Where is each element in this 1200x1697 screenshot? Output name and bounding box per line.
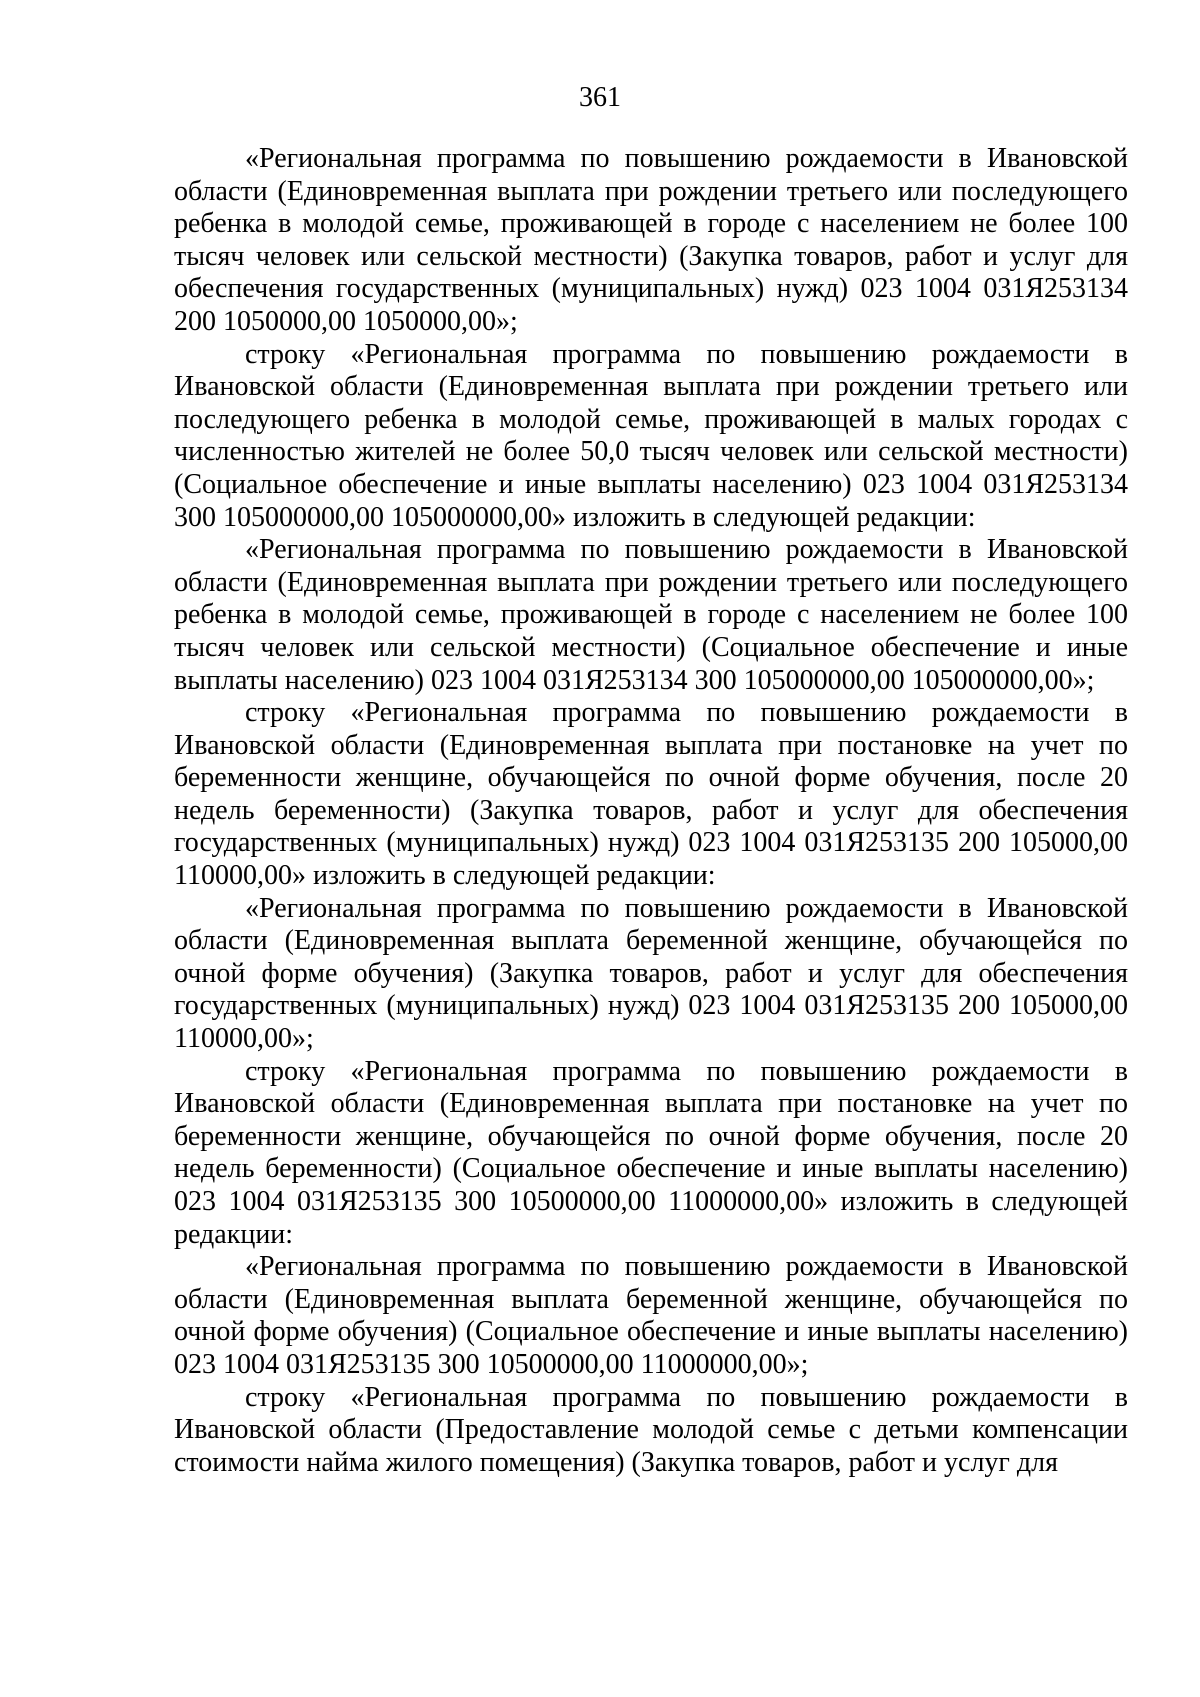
paragraph-8: строку «Региональная программа по повышению рождаемости в Ивановской области (Предоставление молодой семье с детьми компенсации стоимости найма жилого помещения) (Закупка товаров, работ и услуг для bbox=[174, 1381, 1128, 1478]
paragraph-1: «Региональная программа по повышению рождаемости в Ивановской области (Единовременная выплата при рождении третьего или последующего ребенка в молодой семье, проживающей в городе с населением не более 100 тысяч человек или сельской местности) (Закупка товаров, работ и услуг для обеспечения государственных (муниципальных) нужд) 023 1004 031Я253134 200 1050000,00 1050000,00»; bbox=[174, 143, 1128, 337]
paragraph-5: «Региональная программа по повышению рождаемости в Ивановской области (Единовременная выплата беременной женщине, обучающейся по очной форме обучения) (Закупка товаров, работ и услуг для обеспечения государственных (муниципальных) нужд) 023 1004 031Я253135 200 105000,00 110000,00»; bbox=[174, 892, 1128, 1055]
paragraph-7: «Региональная программа по повышению рождаемости в Ивановской области (Единовременная выплата беременной женщине, обучающейся по очной форме обучения) (Социальное обеспечение и иные выплаты населению) 023 1004 031Я253135 300 10500000,00 11000000,00»; bbox=[174, 1251, 1128, 1380]
page-number: 361 bbox=[579, 82, 621, 113]
paragraph-6: строку «Региональная программа по повышению рождаемости в Ивановской области (Единовременная выплата при постановке на учет по беременности женщине, обучающейся по очной форме обучения, после 20 недель беременности) (Социальное обеспечение и иные выплаты населению) 023 1004 031Я253135 300 10500000,00 11000000,00» изложить в следующей редакции: bbox=[174, 1055, 1128, 1250]
paragraph-4: строку «Региональная программа по повышению рождаемости в Ивановской области (Единовременная выплата при постановке на учет по беременности женщине, обучающейся по очной форме обучения, после 20 недель беременности) (Закупка товаров, работ и услуг для обеспечения государственных (муниципальных) нужд) 023 1004 031Я253135 200 105000,00 110000,00» изложить в следующей редакции: bbox=[174, 697, 1128, 892]
paragraph-2: строку «Региональная программа по повышению рождаемости в Ивановской области (Единовременная выплата при рождении третьего или последующего ребенка в молодой семье, проживающей в малых городах с численностью жителей не более 50,0 тысяч человек или сельской местности) (Социальное обеспечение и иные выплаты населению) 023 1004 031Я253134 300 105000000,00 105000000,00» изложить в следующей редакции: bbox=[174, 338, 1128, 533]
document-body bbox=[174, 143, 1128, 1479]
paragraph-3: «Региональная программа по повышению рождаемости в Ивановской области (Единовременная выплата при рождении третьего или последующего ребенка в молодой семье, проживающей в городе с населением не более 100 тысяч человек или сельской местности) (Социальное обеспечение и иные выплаты населению) 023 1004 031Я253134 300 105000000,00 105000000,00»; bbox=[174, 534, 1128, 696]
